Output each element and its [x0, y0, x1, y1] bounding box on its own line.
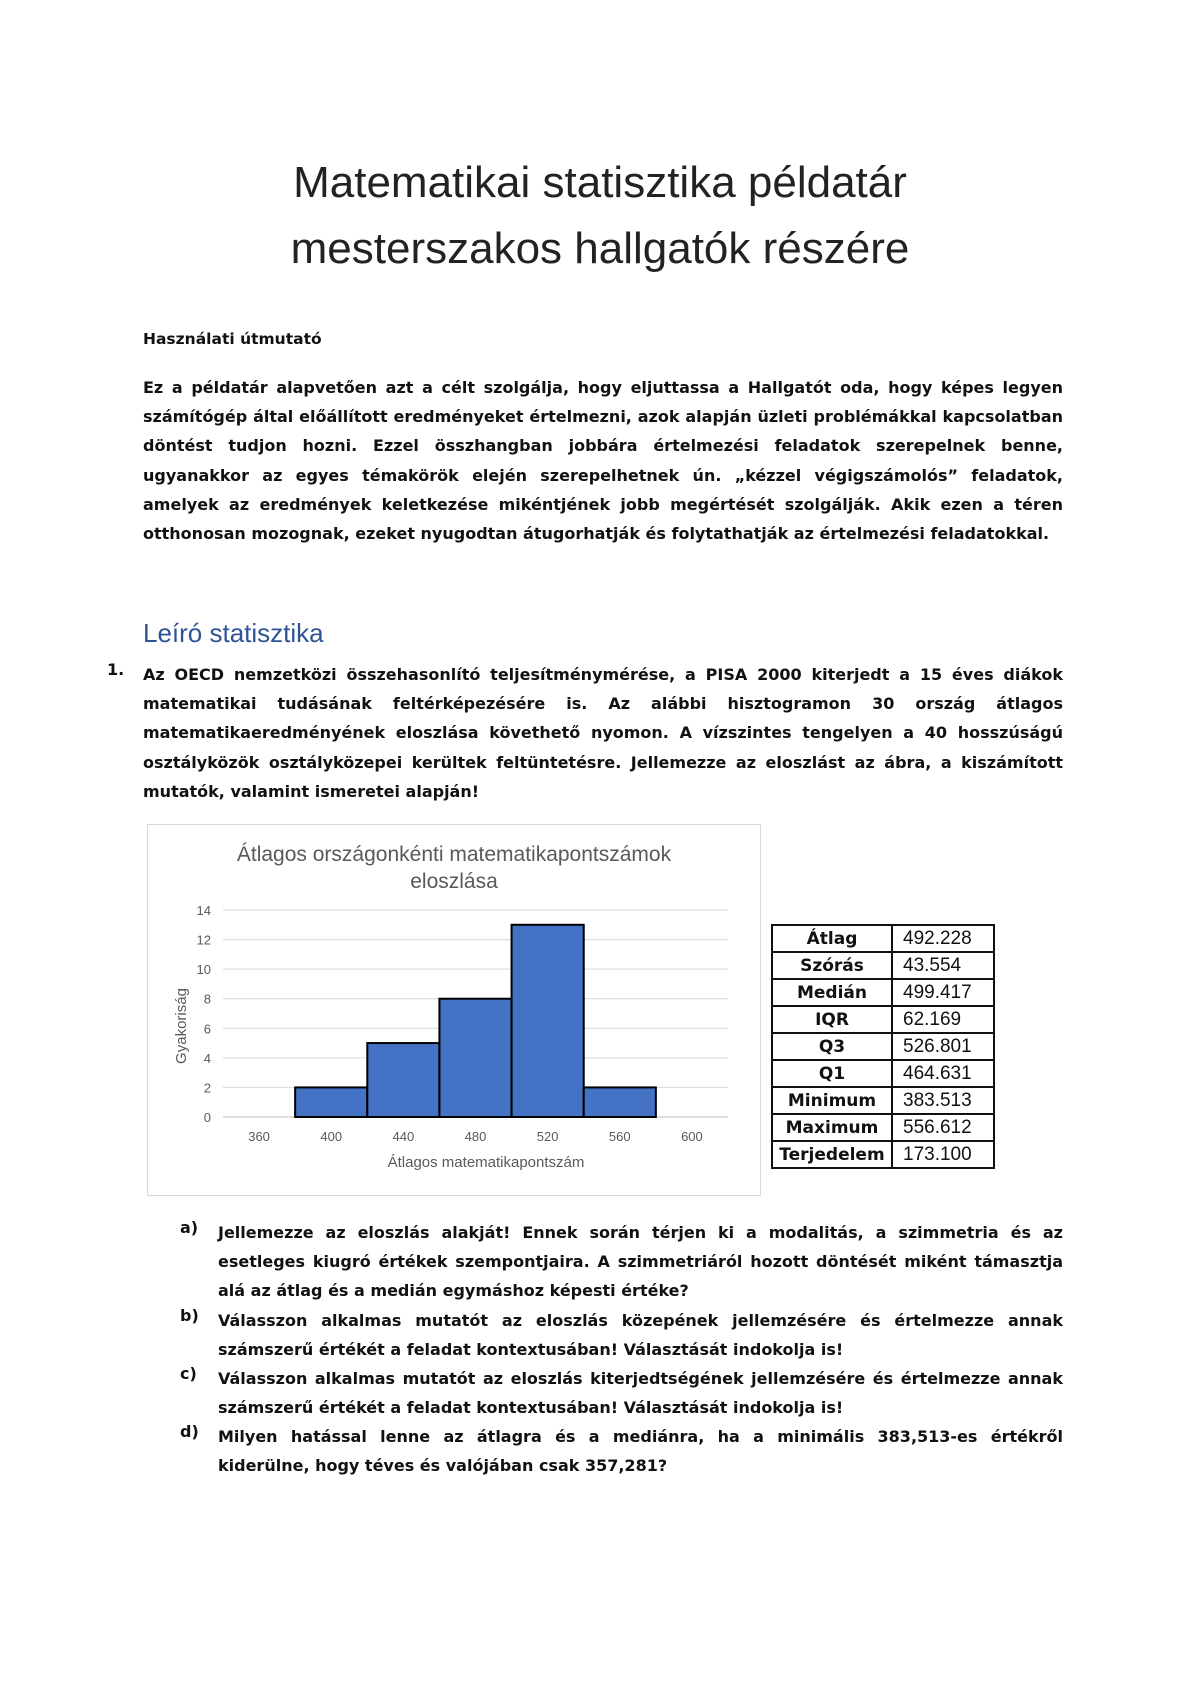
histogram-bar	[512, 925, 584, 1117]
stats-row	[772, 1006, 994, 1033]
stats-value: 383.513	[892, 1087, 994, 1114]
stats-label: Q3	[772, 1033, 892, 1060]
histogram-bar	[367, 1043, 439, 1117]
stats-label: IQR	[772, 1006, 892, 1033]
stats-row	[772, 952, 994, 979]
question-text: Az OECD nemzetközi összehasonlító teljesítménymérése, a PISA 2000 kiterjedt a 15 éves diákok matematikai tudásának feltérképezésére is. Az alábbi hisztogramon 30 ország átlagos matematikaeredményének eloszlása követhető nyomon. A vízszintes tengelyen a 40 hosszúságú osztályközök osztályközepei kerültek feltüntetésre. Jellemezze az eloszlást az ábra, a kiszámított mutatók, valamint ismeretei alapján!	[143, 665, 1063, 801]
stats-row	[772, 1087, 994, 1114]
usage-heading: Használati útmutató	[143, 330, 322, 348]
stats-value: 492.228	[892, 925, 994, 952]
histogram-svg	[148, 825, 760, 1195]
x-tick-label: 480	[464, 1129, 487, 1144]
stats-value: 173.100	[892, 1141, 994, 1168]
y-tick-label: 12	[196, 932, 211, 948]
chart-bars	[295, 925, 656, 1117]
x-tick-label: 440	[392, 1129, 415, 1144]
y-tick-label: 4	[203, 1050, 211, 1066]
chart-title	[237, 843, 672, 893]
subquestion-text: Válasszon alkalmas mutatót az eloszlás kiterjedtségének jellemzésére és értelmezze annak számszerű értékét a feladat kontextusában! Választását indokolja is!	[218, 1369, 1063, 1418]
stats-row	[772, 979, 994, 1006]
subquestion-letter: b)	[180, 1306, 199, 1325]
stats-label: Minimum	[772, 1087, 892, 1114]
histogram-bar	[584, 1087, 656, 1117]
y-tick-label: 2	[203, 1080, 211, 1096]
subquestion-letter: c)	[180, 1364, 197, 1383]
x-tick-label: 560	[608, 1129, 631, 1144]
x-axis-label: Átlagos matematikapontszám	[387, 1154, 585, 1171]
subquestion-letter: a)	[180, 1218, 199, 1237]
stats-row	[772, 1114, 994, 1141]
chart-title-line: Átlagos országonkénti matematikapontszámok	[236, 843, 672, 866]
question-number: 1.	[107, 660, 125, 679]
stats-label: Medián	[772, 979, 892, 1006]
stats-value: 526.801	[892, 1033, 994, 1060]
stats-row	[772, 1060, 994, 1087]
stats-value: 62.169	[892, 1006, 994, 1033]
stats-label: Átlag	[772, 925, 892, 952]
histogram-bar	[439, 999, 511, 1117]
stats-label: Terjedelem	[772, 1141, 892, 1168]
statistics-table	[771, 924, 995, 1169]
stats-value: 499.417	[892, 979, 994, 1006]
stats-value: 43.554	[892, 952, 994, 979]
intro-paragraph: Ez a példatár alapvetően azt a célt szolgálja, hogy eljuttassa a Hallgatót oda, hogy képes legyen számítógép által előállított eredményeket értelmezni, azok alapján üzleti problémákkal kapcsolatban döntést tudjon hozni. Ezzel összhangban jobbára értelmezési feladatok szerepelnek benne, ugyanakkor az egyes témakörök elején szerepelhetnek ún. „kézzel végigszámolós” feladatok, amelyek az eredmények keletkezése mikéntjének jobb megértését szolgálják. Akik ezen a téren otthonosan mozognak, ezeket nyugodtan átugorhatják és folytathatják az értelmezési feladatokkal.	[143, 378, 1063, 544]
section-heading: Leíró statisztika	[143, 618, 324, 648]
subquestion-text: Milyen hatással lenne az átlagra és a mediánra, ha a minimális 383,513-es értékről kiderülne, hogy téves és valójában csak 357,281?	[218, 1427, 1063, 1476]
y-tick-label: 6	[203, 1021, 211, 1037]
subquestion-text: Válasszon alkalmas mutatót az eloszlás közepének jellemzésére és értelmezze annak számszerű értékét a feladat kontextusában! Választását indokolja is!	[218, 1311, 1063, 1360]
x-tick-label: 400	[320, 1129, 343, 1144]
x-tick-label: 360	[248, 1129, 270, 1144]
stats-row	[772, 1033, 994, 1060]
stats-label: Q1	[772, 1060, 892, 1087]
stats-value: 556.612	[892, 1114, 994, 1141]
stats-row	[772, 925, 994, 952]
y-tick-label: 8	[203, 991, 211, 1007]
x-tick-label: 520	[536, 1129, 559, 1144]
y-tick-label: 14	[196, 903, 211, 918]
chart-title-line: eloszlása	[410, 870, 498, 893]
y-axis-label: Gyakoriság	[173, 988, 190, 1064]
stats-value: 464.631	[892, 1060, 994, 1087]
stats-row	[772, 1141, 994, 1168]
title-line-1: Matematikai statisztika példatár	[293, 158, 907, 207]
stats-label: Szórás	[772, 952, 892, 979]
stats-label: Maximum	[772, 1114, 892, 1141]
subquestion-letter: d)	[180, 1422, 199, 1441]
subquestion-text: Jellemezze az eloszlás alakját! Ennek során térjen ki a modalitás, a szimmetria és az esetleges kiugró értékek szempontjaira. A szimmetriáról hozott döntését miként támasztja alá az átlag és a medián egymáshoz képesti értéke?	[218, 1223, 1063, 1301]
histogram-bar	[295, 1087, 367, 1117]
title-line-2: mesterszakos hallgatók részére	[290, 224, 910, 273]
x-tick-label: 600	[681, 1129, 703, 1144]
histogram-chart	[147, 824, 761, 1196]
y-tick-label: 0	[203, 1110, 211, 1125]
document-title	[0, 150, 1200, 282]
y-tick-label: 10	[196, 962, 211, 978]
